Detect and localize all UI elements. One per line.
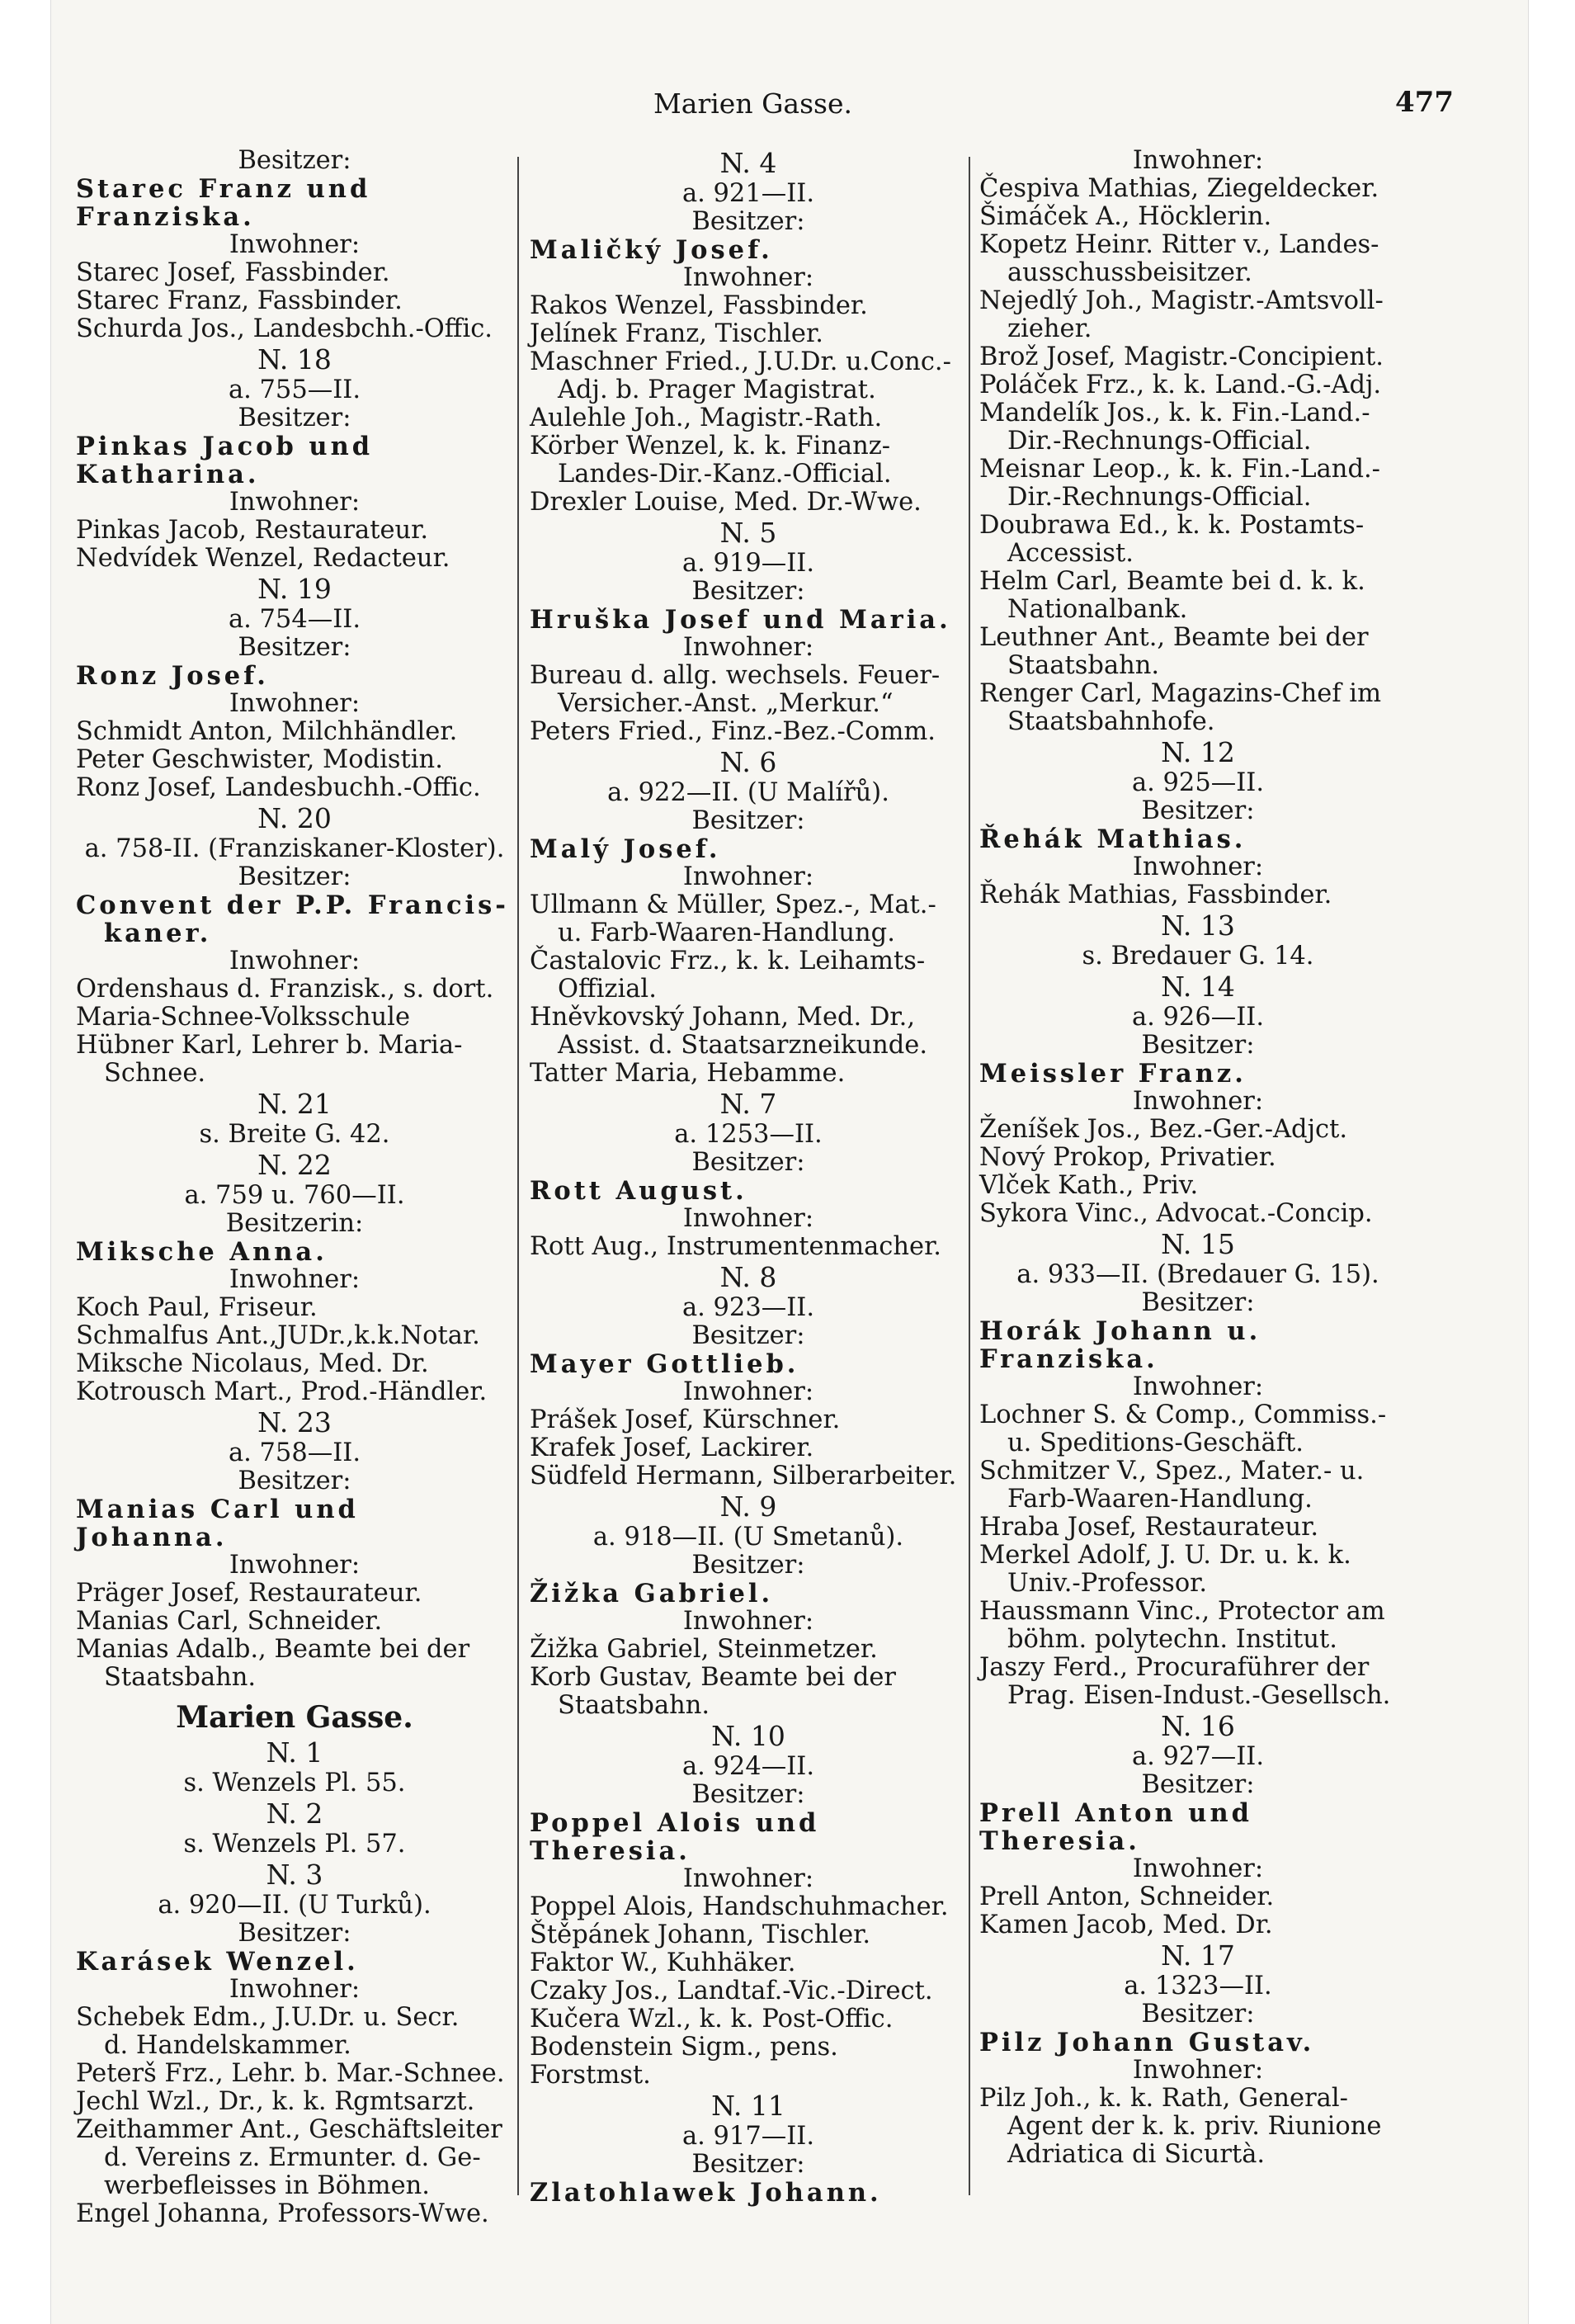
owner-name: kaner. (104, 919, 212, 948)
resident-entry: Kopetz Heinr. Ritter v., Landes- (979, 230, 1379, 259)
resident-entry: Korb Gustav, Beamte bei der (530, 1663, 896, 1692)
section-label: Besitzerin: (225, 1209, 364, 1238)
resident-entry: Renger Carl, Magazins-Chef im (979, 679, 1381, 708)
house-number: N. 21 (257, 1088, 332, 1120)
house-number: N. 1 (266, 1736, 323, 1769)
resident-entry: Körber Wenzel, k. k. Finanz- (530, 432, 891, 461)
resident-entry: Rott Aug., Instrumentenmacher. (530, 1232, 942, 1261)
section-label: a. 927—II. (1131, 1742, 1265, 1771)
owner-name: Maličký Josef. (530, 235, 773, 265)
resident-entry: d. Vereins z. Ermunter. d. Ge- (104, 2143, 481, 2172)
house-number: N. 16 (1161, 1710, 1235, 1742)
section-label: a. 933—II. (Bredauer G. 15). (1016, 1260, 1379, 1289)
resident-entry: Starec Josef, Fassbinder. (76, 258, 390, 287)
resident-entry: Sykora Vinc., Advocat.-Concip. (979, 1199, 1373, 1228)
owner-name: Miksche Anna. (76, 1237, 328, 1267)
section-label: Inwohner: (1132, 146, 1264, 175)
resident-entry: Staatsbahn. (558, 1691, 710, 1720)
section-label: a. 922—II. (U Malířů). (607, 778, 889, 807)
section-label: a. 918—II. (U Smetanů). (592, 1523, 904, 1552)
resident-entry: ausschussbeisitzer. (1007, 258, 1252, 287)
resident-entry: Farb-Waaren-Handlung. (1007, 1485, 1313, 1514)
section-label: Besitzer: (1141, 1770, 1255, 1799)
resident-entry: Schmidt Anton, Milchhändler. (76, 717, 458, 746)
resident-entry: Manias Adalb., Beamte bei der (76, 1635, 470, 1664)
house-number: N. 12 (1161, 736, 1235, 768)
column-middle (530, 147, 967, 2207)
resident-entry: Südfeld Hermann, Silberarbeiter. (530, 1462, 957, 1490)
resident-entry: Poláček Frz., k. k. Land.-G.-Adj. (979, 371, 1382, 399)
section-label: Besitzer: (691, 577, 805, 606)
owner-name: Karásek Wenzel. (76, 1947, 359, 1977)
resident-entry: Poppel Alois, Handschuhmacher. (530, 1892, 949, 1921)
resident-entry: Nedvídek Wenzel, Redacteur. (76, 544, 450, 573)
resident-entry: Žižka Gabriel, Steinmetzer. (530, 1635, 878, 1664)
section-label: s. Wenzels Pl. 57. (183, 1830, 406, 1859)
resident-entry: Mandelík Jos., k. k. Fin.-Land.- (979, 399, 1370, 427)
resident-entry: Nový Prokop, Privatier. (979, 1143, 1276, 1172)
resident-entry: werbefleisses in Böhmen. (104, 2171, 430, 2200)
section-label: Inwohner: (1132, 1854, 1264, 1883)
resident-entry: Ullmann & Müller, Spez.-, Mat.- (530, 890, 936, 919)
section-label: Inwohner: (682, 862, 814, 891)
resident-entry: Peters Fried., Finz.-Bez.-Comm. (530, 717, 936, 746)
section-label: a. 925—II. (1131, 768, 1265, 797)
owner-name: Manias Carl und Johanna. (76, 1495, 359, 1552)
resident-entry: Schebek Edm., J.U.Dr. u. Secr. (76, 2003, 460, 2032)
owner-name: Rott August. (530, 1176, 747, 1206)
directory-page (51, 0, 1528, 2324)
resident-entry: Jelínek Franz, Tischler. (530, 319, 823, 348)
resident-entry: Dir.-Rechnungs-Official. (1007, 483, 1312, 512)
owner-name: Řehák Mathias. (979, 824, 1247, 854)
resident-entry: Krafek Josef, Lackirer. (530, 1434, 814, 1462)
section-label: a. 755—II. (228, 376, 361, 404)
resident-entry: Staatsbahn. (1007, 651, 1160, 680)
resident-entry: d. Handelskammer. (104, 2031, 351, 2060)
section-label: Besitzer: (238, 1919, 351, 1948)
resident-entry: Jechl Wzl., Dr., k. k. Rgmtsarzt. (76, 2087, 475, 2116)
house-number: N. 8 (719, 1261, 777, 1293)
resident-entry: Schnee. (104, 1059, 206, 1088)
house-number: N. 2 (266, 1797, 323, 1830)
section-label: Besitzer: (691, 1148, 805, 1177)
section-label: s. Wenzels Pl. 55. (183, 1769, 406, 1797)
resident-entry: Častalovic Frz., k. k. Leihamts- (530, 947, 926, 975)
resident-entry: Maschner Fried., J.U.Dr. u.Conc.- (530, 347, 951, 376)
resident-entry: Schurda Jos., Landesbchh.-Offic. (76, 314, 493, 343)
resident-entry: u. Farb-Waaren-Handlung. (558, 919, 895, 947)
resident-entry: Staatsbahnhofe. (1007, 707, 1215, 736)
resident-entry: Landes-Dir.-Kanz.-Official. (558, 460, 892, 489)
section-label: Inwohner: (229, 689, 361, 718)
resident-entry: Prášek Josef, Kürschner. (530, 1405, 841, 1434)
page-header (51, 81, 1528, 130)
column-right (979, 147, 1417, 2169)
section-label: a. 754—II. (228, 605, 361, 634)
section-label: Besitzer: (1141, 796, 1255, 825)
resident-entry: Vlček Kath., Priv. (979, 1171, 1199, 1200)
resident-entry: Agent der k. k. priv. Riunione (1007, 2112, 1382, 2141)
resident-entry: Schmitzer V., Spez., Mater.- u. (979, 1457, 1365, 1486)
resident-entry: Offizial. (558, 975, 657, 1004)
section-label: Inwohner: (1132, 853, 1264, 881)
resident-entry: Haussmann Vinc., Protector am (979, 1597, 1385, 1626)
resident-entry: Adriatica di Sicurtà. (1007, 2140, 1266, 2169)
section-label: Inwohner: (682, 263, 814, 292)
owner-name: Hruška Josef und Maria. (530, 605, 951, 635)
resident-entry: Jaszy Ferd., Procuraführer der (979, 1653, 1370, 1682)
house-number: N. 11 (711, 2090, 785, 2122)
section-label: Inwohner: (1132, 1372, 1264, 1401)
resident-entry: Staatsbahn. (104, 1663, 257, 1692)
resident-entry: Meisnar Leop., k. k. Fin.-Land.- (979, 455, 1380, 484)
resident-entry: Kamen Jacob, Med. Dr. (979, 1911, 1273, 1939)
resident-entry: Drexler Louise, Med. Dr.-Wwe. (530, 488, 922, 517)
section-label: Inwohner: (229, 1551, 361, 1580)
section-label: Besitzer: (1141, 2000, 1255, 2029)
resident-entry: Pinkas Jacob, Restaurateur. (76, 516, 429, 545)
owner-name: Mayer Gottlieb. (530, 1349, 799, 1379)
column-left (76, 147, 513, 2228)
house-number: N. 10 (711, 1720, 785, 1752)
owner-name: Prell Anton und Theresia. (979, 1798, 1252, 1856)
resident-entry: Rakos Wenzel, Fassbinder. (530, 291, 868, 320)
section-label: a. 920—II. (U Turků). (158, 1891, 431, 1920)
section-label: Besitzer: (691, 806, 805, 835)
section-label: a. 758-II. (Franziskaner-Kloster). (84, 834, 505, 863)
section-label: a. 758—II. (228, 1438, 361, 1467)
resident-entry: u. Speditions-Geschäft. (1007, 1429, 1304, 1457)
street-heading: Marien Gasse. (176, 1700, 413, 1735)
house-number: N. 13 (1161, 909, 1235, 942)
running-title: Marien Gasse. (653, 87, 852, 120)
resident-entry: Bureau d. allg. wechsels. Feuer- (530, 661, 941, 690)
section-label: a. 923—II. (681, 1293, 815, 1322)
section-label: Besitzer: (238, 862, 351, 891)
owner-name: Starec Franz und Franziska. (76, 174, 371, 232)
resident-entry: Czaky Jos., Landtaf.-Vic.-Direct. (530, 1977, 933, 2005)
resident-entry: Aulehle Joh., Magistr.-Rath. (530, 404, 883, 432)
section-label: Besitzer: (691, 207, 805, 236)
section-label: a. 921—II. (681, 179, 815, 208)
resident-entry: zieher. (1007, 314, 1092, 343)
section-label: Inwohner: (229, 947, 361, 975)
resident-entry: Univ.-Professor. (1007, 1569, 1208, 1598)
owner-name: Ronz Josef. (76, 661, 269, 691)
owner-name: Žižka Gabriel. (530, 1579, 774, 1608)
resident-entry: Hraba Josef, Restaurateur. (979, 1513, 1319, 1542)
house-number: N. 20 (257, 802, 332, 834)
resident-entry: Nationalbank. (1007, 595, 1188, 624)
resident-entry: Manias Carl, Schneider. (76, 1607, 383, 1636)
resident-entry: Leuthner Ant., Beamte bei der (979, 623, 1369, 652)
owner-name: Pinkas Jacob und Katharina. (76, 432, 374, 489)
section-label: Besitzer: (1141, 1031, 1255, 1060)
resident-entry: Kučera Wzl., k. k. Post-Offic. (530, 2005, 894, 2034)
resident-entry: Nejedlý Joh., Magistr.-Amtsvoll- (979, 286, 1384, 315)
resident-entry: Brož Josef, Magistr.-Concipient. (979, 342, 1384, 371)
section-label: Inwohner: (229, 230, 361, 259)
resident-entry: Helm Carl, Beamte bei d. k. k. (979, 567, 1365, 596)
resident-entry: Prell Anton, Schneider. (979, 1882, 1275, 1911)
section-label: Besitzer: (238, 146, 351, 175)
section-label: a. 1323—II. (1124, 1972, 1272, 2000)
resident-entry: Ordenshaus d. Franzisk., s. dort. (76, 975, 494, 1004)
resident-entry: Accessist. (1007, 539, 1134, 568)
resident-entry: Peter Geschwister, Modistin. (76, 745, 443, 774)
house-number: N. 23 (257, 1406, 332, 1438)
house-number: N. 19 (257, 573, 332, 605)
section-label: a. 926—II. (1131, 1003, 1265, 1032)
resident-entry: Tatter Maria, Hebamme. (530, 1059, 846, 1088)
resident-entry: Lochner S. & Comp., Commiss.- (979, 1401, 1387, 1429)
resident-entry: Merkel Adolf, J. U. Dr. u. k. k. (979, 1541, 1351, 1570)
section-label: a. 917—II. (681, 2122, 815, 2151)
resident-entry: Hněvkovský Johann, Med. Dr., (530, 1003, 916, 1032)
resident-entry: Engel Johanna, Professors-Wwe. (76, 2199, 489, 2228)
resident-entry: böhm. polytechn. Institut. (1007, 1625, 1337, 1654)
house-number: N. 6 (719, 746, 777, 778)
resident-entry: Peterš Frz., Lehr. b. Mar.-Schnee. (76, 2059, 505, 2088)
section-label: Inwohner: (229, 1975, 361, 2004)
section-label: Inwohner: (229, 1265, 361, 1294)
section-label: a. 919—II. (681, 549, 815, 578)
section-label: Inwohner: (1132, 1087, 1264, 1116)
resident-entry: Prag. Eisen-Indust.-Gesellsch. (1007, 1681, 1391, 1710)
resident-entry: Hübner Karl, Lehrer b. Maria- (76, 1031, 463, 1060)
resident-entry: Štěpánek Johann, Tischler. (530, 1920, 871, 1949)
resident-entry: Zeithammer Ant., Geschäftsleiter (76, 2115, 502, 2144)
house-number: N. 22 (257, 1149, 332, 1181)
section-label: Inwohner: (682, 1607, 814, 1636)
house-number: N. 14 (1161, 971, 1235, 1003)
section-label: a. 759 u. 760—II. (184, 1181, 405, 1210)
resident-entry: Ronz Josef, Landesbuchh.-Offic. (76, 773, 481, 802)
section-label: Inwohner: (229, 488, 361, 517)
column-divider-left (517, 157, 519, 2195)
house-number: N. 18 (257, 343, 332, 376)
owner-name: Zlatohlawek Johann. (530, 2178, 882, 2208)
owner-name: Horák Johann u. Franziska. (979, 1316, 1261, 1374)
house-number: N. 5 (719, 517, 777, 549)
section-label: Besitzer: (1141, 1288, 1255, 1317)
section-label: a. 1253—II. (674, 1120, 823, 1149)
section-label: Besitzer: (238, 1467, 351, 1495)
section-label: Inwohner: (682, 1864, 814, 1893)
section-label: Besitzer: (691, 1321, 805, 1350)
resident-entry: Bodenstein Sigm., pens. Forstmst. (530, 2033, 838, 2090)
section-label: Besitzer: (691, 1551, 805, 1580)
column-divider-right (969, 157, 970, 2195)
house-number: N. 15 (1161, 1228, 1235, 1260)
section-label: a. 924—II. (681, 1752, 815, 1781)
owner-name: Meissler Franz. (979, 1059, 1247, 1089)
section-label: s. Bredauer G. 14. (1082, 942, 1314, 971)
page-number: 477 (1395, 86, 1454, 119)
section-label: Besitzer: (691, 1780, 805, 1809)
resident-entry: Starec Franz, Fassbinder. (76, 286, 403, 315)
owner-name: Pilz Johann Gustav. (979, 2028, 1315, 2057)
resident-entry: Faktor W., Kuhhäker. (530, 1948, 796, 1977)
section-label: Inwohner: (682, 1377, 814, 1406)
resident-entry: Präger Josef, Restaurateur. (76, 1579, 422, 1608)
house-number: N. 4 (719, 147, 777, 179)
owner-name: Poppel Alois und Theresia. (530, 1808, 820, 1866)
resident-entry: Pilz Joh., k. k. Rath, General- (979, 2084, 1348, 2113)
resident-entry: Adj. b. Prager Magistrat. (558, 376, 876, 404)
section-label: Inwohner: (1132, 2056, 1264, 2085)
resident-entry: Schmalfus Ant.,JUDr.,k.k.Notar. (76, 1321, 480, 1350)
house-number: N. 3 (266, 1859, 323, 1891)
section-label: s. Breite G. 42. (199, 1120, 390, 1149)
resident-entry: Assist. d. Staatsarzneikunde. (558, 1031, 928, 1060)
resident-entry: Ženíšek Jos., Bez.-Ger.-Adjct. (979, 1115, 1348, 1144)
resident-entry: Miksche Nicolaus, Med. Dr. (76, 1349, 429, 1378)
owner-name: Malý Josef. (530, 834, 721, 864)
section-label: Besitzer: (238, 633, 351, 662)
resident-entry: Dir.-Rechnungs-Official. (1007, 427, 1312, 456)
resident-entry: Šimáček A., Höcklerin. (979, 202, 1272, 231)
owner-name: Convent der P.P. Francis- (76, 890, 509, 920)
section-label: Besitzer: (238, 404, 351, 432)
resident-entry: Versicher.-Anst. „Merkur.“ (558, 689, 894, 718)
house-number: N. 17 (1161, 1939, 1235, 1972)
resident-entry: Kotrousch Mart., Prod.-Händler. (76, 1377, 488, 1406)
house-number: N. 7 (719, 1088, 777, 1120)
section-label: Besitzer: (691, 2150, 805, 2179)
resident-entry: Doubrawa Ed., k. k. Postamts- (979, 511, 1365, 540)
resident-entry: Řehák Mathias, Fassbinder. (979, 881, 1332, 909)
section-label: Inwohner: (682, 1204, 814, 1233)
resident-entry: Koch Paul, Friseur. (76, 1293, 318, 1322)
house-number: N. 9 (719, 1490, 777, 1523)
resident-entry: Čespiva Mathias, Ziegeldecker. (979, 174, 1379, 203)
section-label: Inwohner: (682, 633, 814, 662)
resident-entry: Maria-Schnee-Volksschule (76, 1003, 410, 1032)
